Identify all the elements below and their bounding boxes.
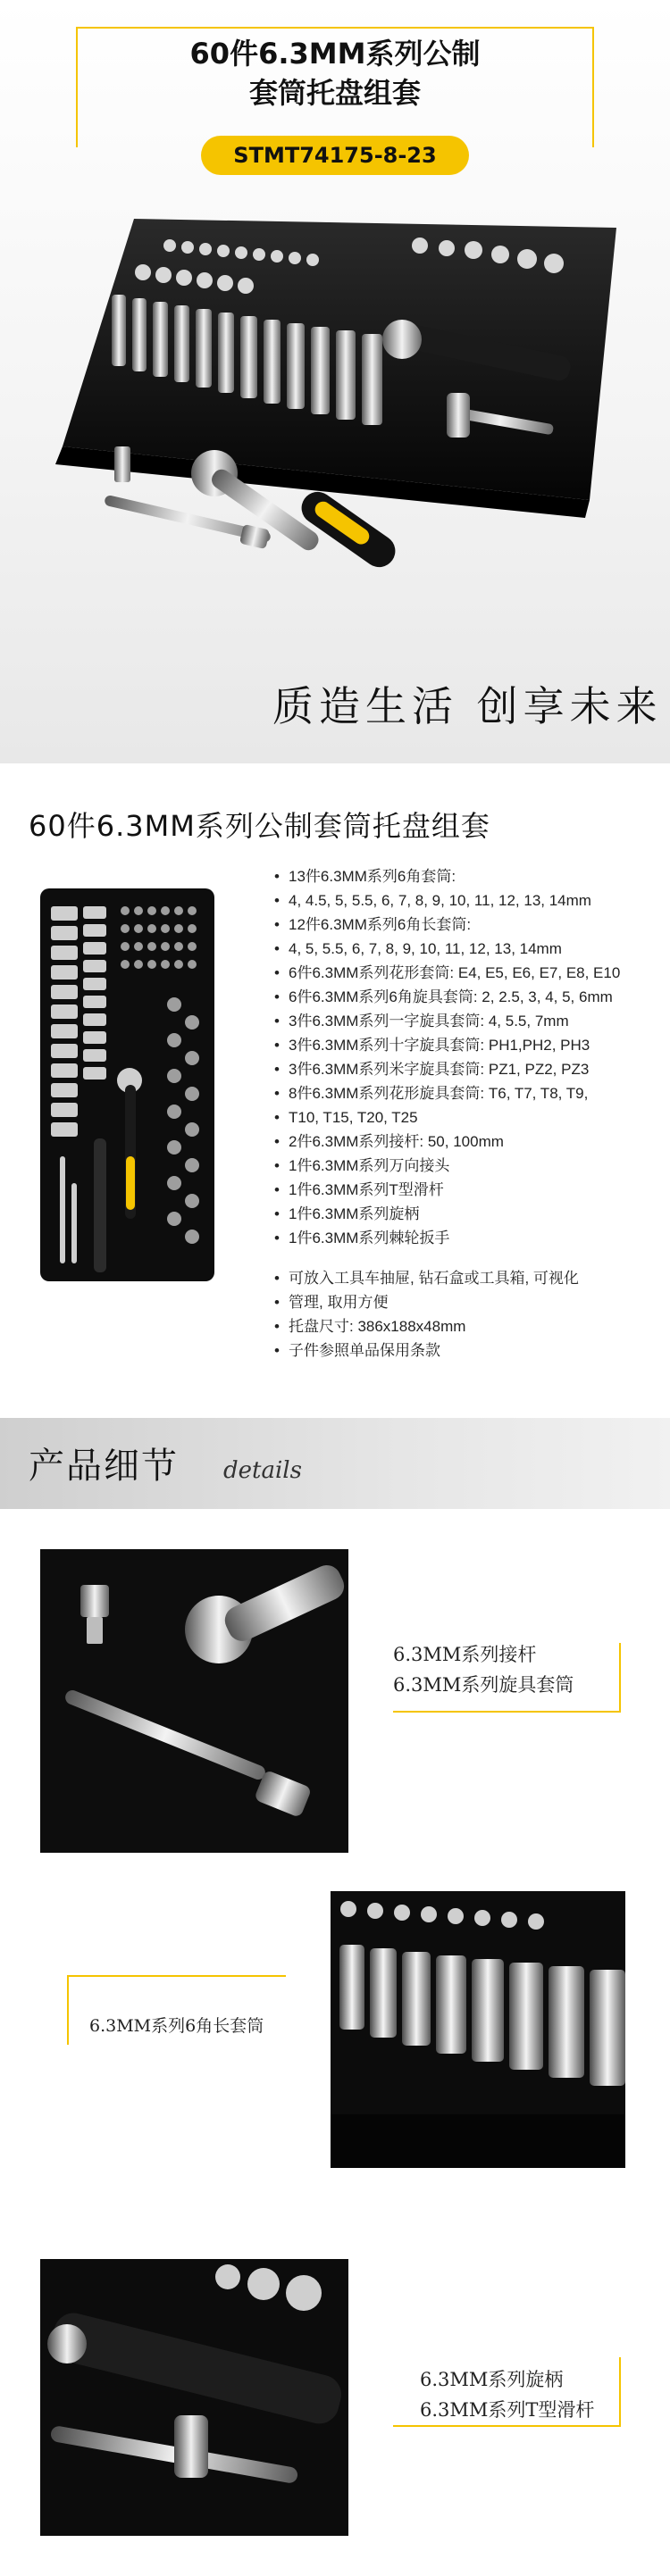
callout-long-sockets	[89, 2011, 264, 2041]
spec-item: • 1件6.3MM系列棘轮扳手	[272, 1226, 657, 1250]
spec-item: • 6件6.3MM系列6角旋具套筒: 2, 2.5, 3, 4, 5, 6mm	[272, 985, 657, 1009]
details-title-en: details	[223, 1457, 302, 1484]
hero-product-image	[0, 205, 670, 625]
note-item: • 子件参照单品保用条款	[272, 1338, 657, 1363]
spec-item: • T10, T15, T20, T25	[272, 1105, 657, 1130]
spec-item: • 6件6.3MM系列花形套筒: E4, E5, E6, E7, E8, E10	[272, 961, 657, 985]
note-item: • 可放入工具车抽屉, 钻石盒或工具箱, 可视化	[272, 1266, 657, 1290]
long-sockets-illustration	[331, 1891, 625, 2168]
hero-title-line2: 套筒托盘组套	[248, 76, 421, 110]
extension-bar-illustration	[40, 1549, 348, 1853]
note-item: • 托盘尺寸: 386x188x48mm	[272, 1314, 657, 1338]
callout-handle-tbar	[420, 2364, 594, 2425]
tray-top-view-illustration	[40, 888, 214, 1281]
model-number-badge: STMT74175-8-23	[201, 136, 469, 175]
details-banner	[0, 1418, 670, 1509]
spec-item: • 1件6.3MM系列万向接头	[272, 1154, 657, 1178]
callout-line: 6.3MM系列T型滑杆	[420, 2399, 595, 2421]
spec-item: • 3件6.3MM系列一字旋具套筒: 4, 5.5, 7mm	[272, 1009, 657, 1033]
brand-slogan: 质造生活 创享未来	[272, 682, 663, 730]
callout-line: 6.3MM系列旋柄	[420, 2369, 564, 2390]
notes-list	[272, 1266, 657, 1363]
spec-item: • 12件6.3MM系列6角长套筒:	[272, 913, 657, 937]
spec-item: • 1件6.3MM系列旋柄	[272, 1202, 657, 1226]
spec-item: • 2件6.3MM系列接杆: 50, 100mm	[272, 1130, 657, 1154]
spec-item: • 1件6.3MM系列T型滑杆	[272, 1178, 657, 1202]
callout-line: 6.3MM系列接杆	[393, 1644, 537, 1665]
spec-item: • 8件6.3MM系列花形旋具套筒: T6, T7, T8, T9,	[272, 1081, 657, 1105]
spec-item: • 3件6.3MM系列米字旋具套筒: PZ1, PZ2, PZ3	[272, 1057, 657, 1081]
product-title: 60件6.3MM系列公制套筒托盘组套	[29, 809, 490, 843]
tray-overview-image	[40, 888, 214, 1281]
note-item: • 管理, 取用方便	[272, 1290, 657, 1314]
detail-photo-long-sockets	[331, 1891, 625, 2168]
spec-list	[272, 864, 657, 1250]
callout-line: 6.3MM系列6角长套筒	[89, 2016, 264, 2036]
detail-photo-handle-tbar	[40, 2259, 348, 2536]
spec-item: • 3件6.3MM系列十字旋具套筒: PH1,PH2, PH3	[272, 1033, 657, 1057]
detail-photo-extension-bar	[40, 1549, 348, 1853]
callout-line: 6.3MM系列旋具套筒	[393, 1674, 574, 1696]
callout-extension-sockets	[393, 1639, 574, 1700]
hero-banner	[0, 0, 670, 763]
handle-tbar-illustration	[40, 2259, 348, 2536]
details-title-cn: 产品细节	[29, 1446, 179, 1487]
spec-item: • 4, 4.5, 5, 5.5, 6, 7, 8, 9, 10, 11, 12, 13, 14mm	[272, 888, 657, 913]
spec-item: • 4, 5, 5.5, 6, 7, 8, 9, 10, 11, 12, 13, 14mm	[272, 937, 657, 961]
hero-title-line1: 60件6.3MM系列公制	[189, 37, 481, 71]
socket-tray-illustration	[0, 205, 670, 625]
spec-item: • 13件6.3MM系列6角套筒:	[272, 864, 657, 888]
hero-title	[0, 34, 670, 113]
